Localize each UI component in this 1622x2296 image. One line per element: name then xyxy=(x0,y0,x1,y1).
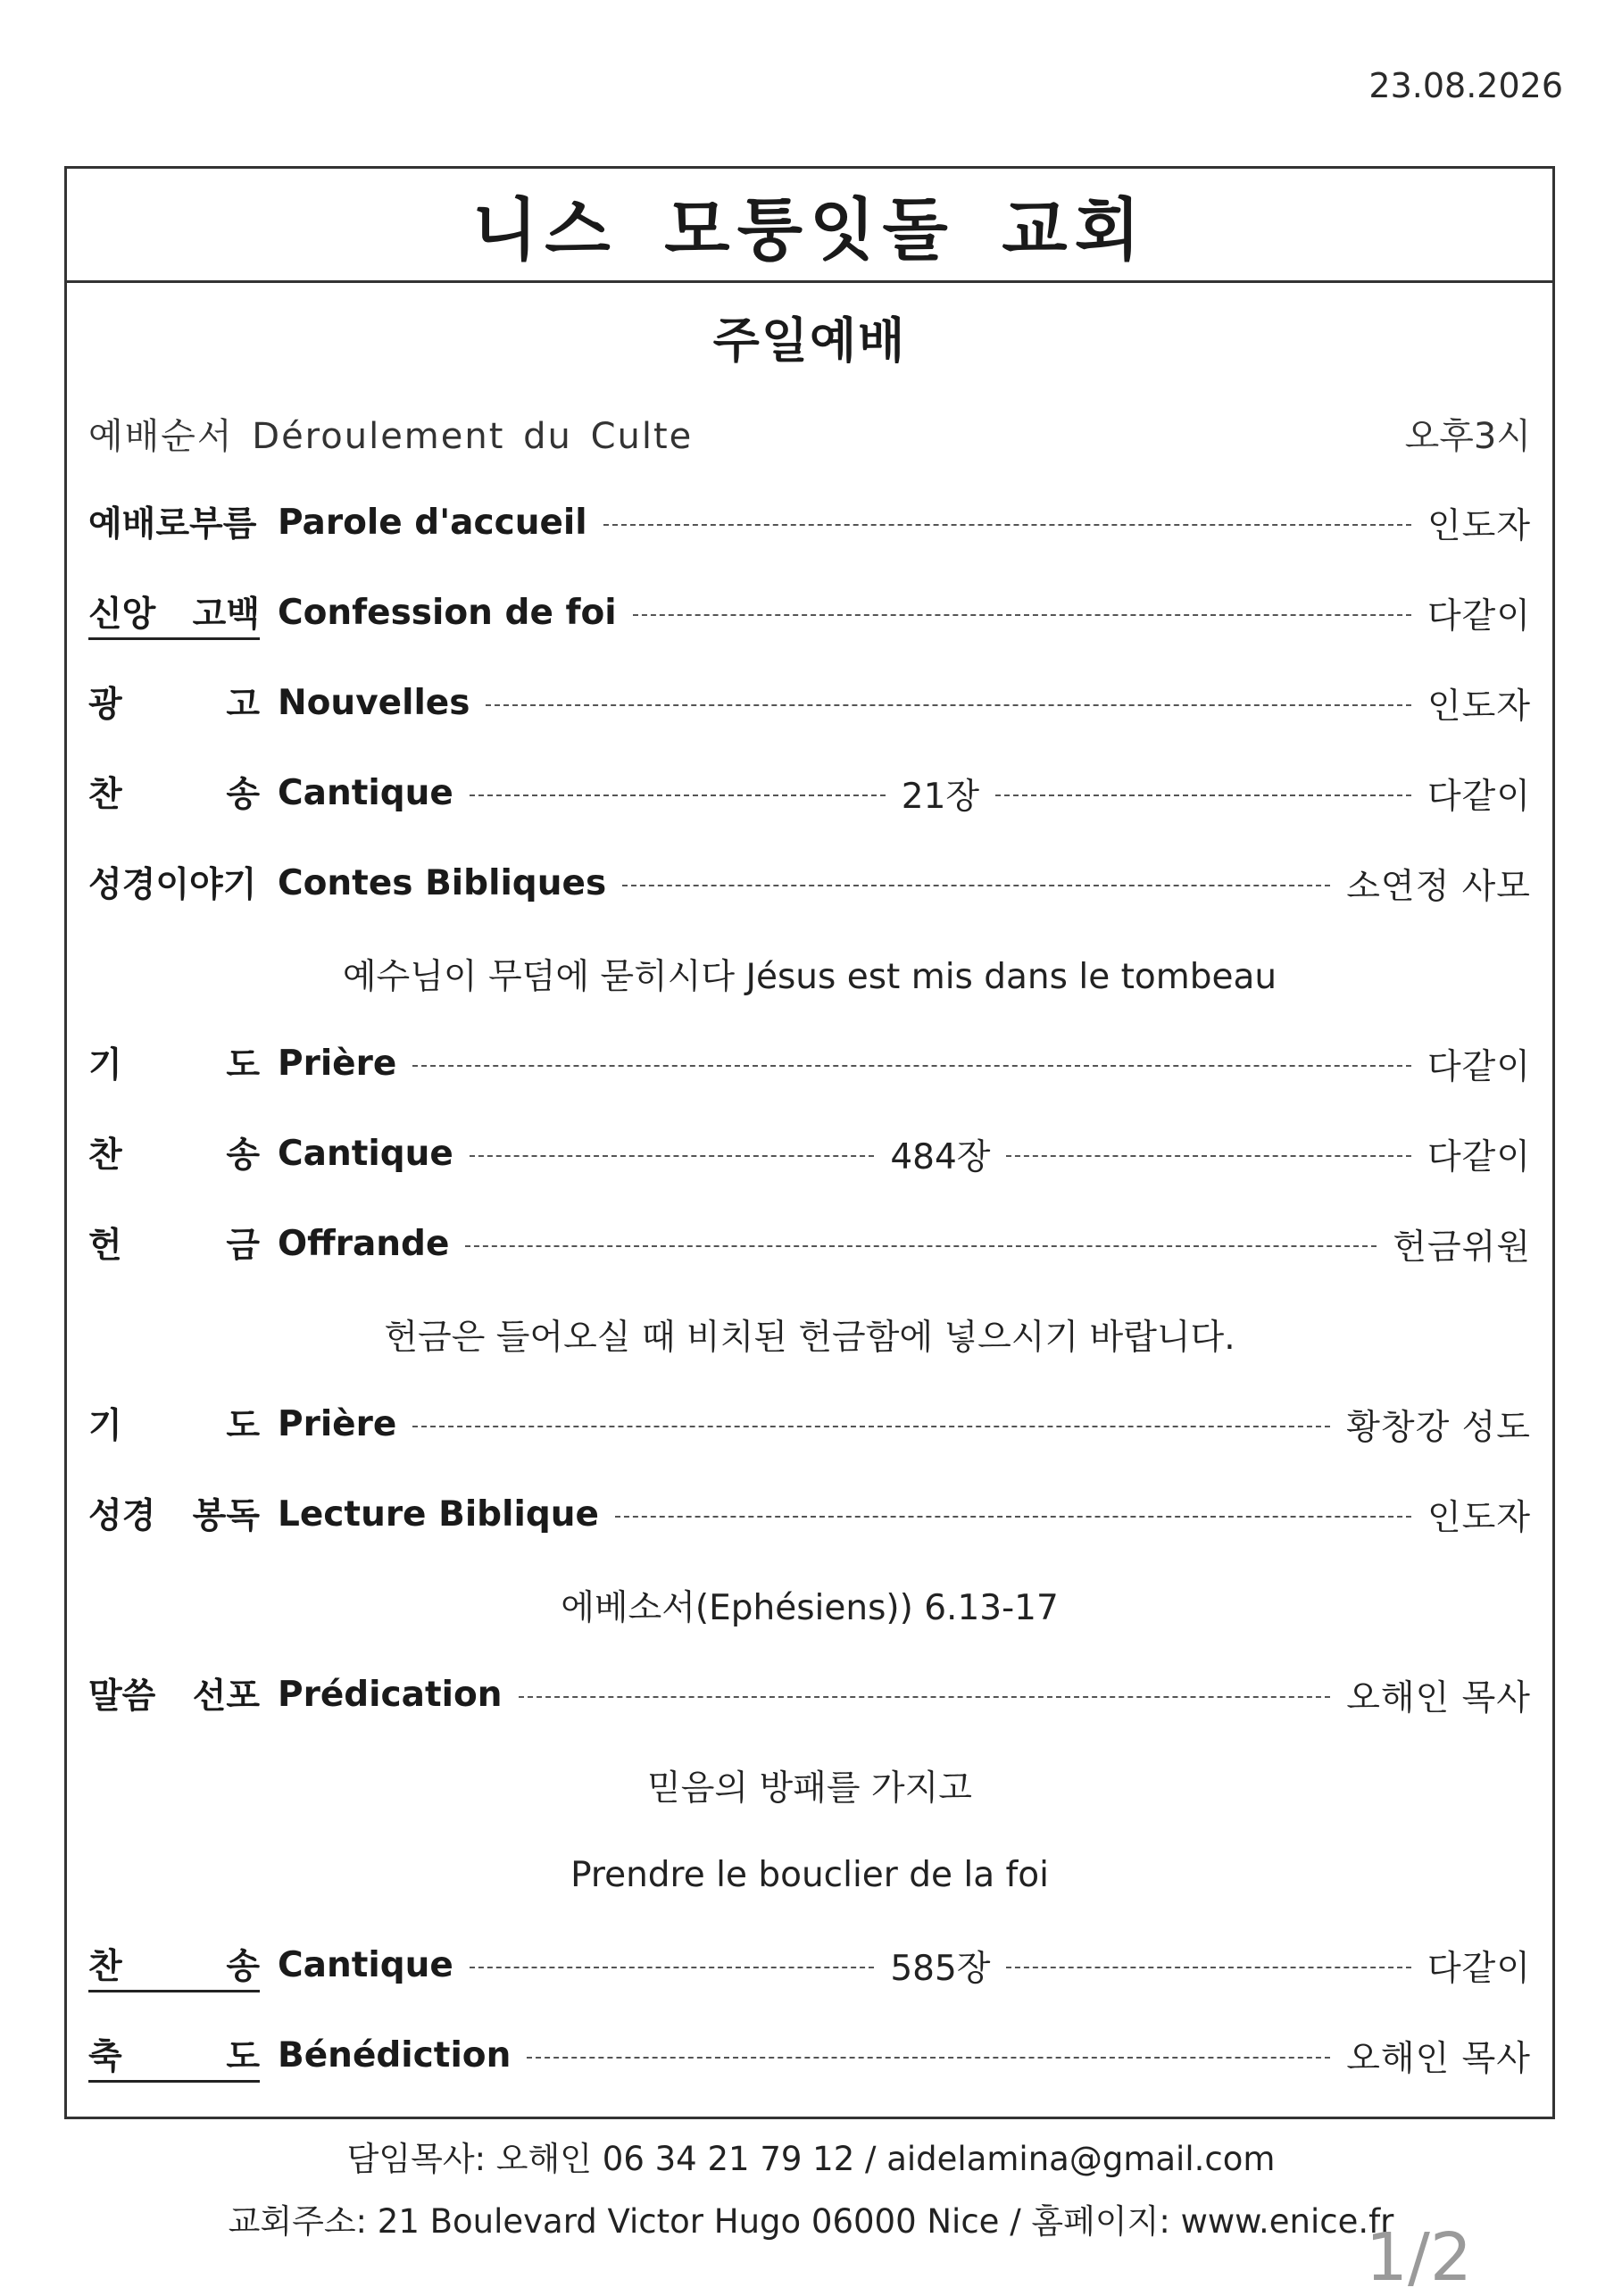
service-item-leader: 인도자 xyxy=(1427,686,1531,727)
leader-dots xyxy=(1006,1155,1411,1157)
bulletin-frame xyxy=(64,166,1555,2119)
service-item-korean-label xyxy=(88,1488,260,1542)
service-item xyxy=(88,658,1531,748)
service-item xyxy=(88,1199,1531,1289)
leader-dots xyxy=(622,885,1330,886)
service-time: 오후3시 xyxy=(1404,416,1531,457)
service-item-french-label: Cantique xyxy=(278,773,453,813)
service-item-french-label: Bénédiction xyxy=(278,2035,512,2076)
service-item-leader: 황창강 성도 xyxy=(1346,1407,1531,1448)
korean-label-part: 기 xyxy=(88,1044,122,1086)
service-item xyxy=(88,1019,1531,1109)
service-note: 헌금은 들어오실 때 비치된 헌금함에 넣으시기 바랍니다. xyxy=(384,1317,1235,1358)
korean-label-part: 광 xyxy=(88,684,122,725)
order-header-title: 예배순서 Déroulement du Culte xyxy=(88,416,694,457)
service-item-korean-label xyxy=(88,496,260,550)
leader-dots xyxy=(465,1245,1377,1247)
service-item-korean-label xyxy=(88,857,260,911)
leader-dots xyxy=(470,794,886,796)
service-item-korean-label xyxy=(88,677,260,730)
service-item xyxy=(88,838,1531,928)
leader-dots xyxy=(470,1967,875,1968)
service-item-leader: 다같이 xyxy=(1427,1136,1532,1177)
service-title: 주일예배 xyxy=(712,312,907,369)
service-item-korean-label xyxy=(88,1218,260,1271)
korean-label-part: 송 xyxy=(226,1946,260,1987)
korean-label-part: 찬 xyxy=(88,1135,122,1176)
service-item-leader: 오해인 목사 xyxy=(1346,1677,1531,1718)
service-item-korean-label xyxy=(88,767,260,820)
service-item-french-label: Prière xyxy=(278,1044,397,1084)
korean-label-part: 송 xyxy=(226,1135,260,1176)
service-item xyxy=(88,1379,1531,1469)
service-item xyxy=(88,2010,1531,2101)
service-item-leader: 오해인 목사 xyxy=(1346,2038,1531,2079)
korean-label-part: 송 xyxy=(226,774,260,815)
korean-label-part: 성경 xyxy=(88,1495,156,1536)
service-item-leader: 다같이 xyxy=(1427,1948,1532,1989)
korean-label-part: 고백 xyxy=(192,594,260,635)
leader-dots xyxy=(486,704,1410,706)
service-item-french-label: Lecture Biblique xyxy=(278,1494,599,1535)
service-note: 예수님이 무덤에 묻히시다 Jésus est mis dans le tombeau xyxy=(342,956,1277,997)
hymn-number: 585장 xyxy=(890,1948,991,1989)
leader-dots xyxy=(470,1155,875,1157)
hymn-number: 484장 xyxy=(890,1136,991,1177)
service-item xyxy=(88,568,1531,658)
service-item-french-label: Offrande xyxy=(278,1224,450,1264)
service-item-korean-label xyxy=(88,1127,260,1181)
service-item xyxy=(88,1109,1531,1199)
korean-label-part: 도 xyxy=(226,1405,260,1446)
service-item-french-label: Prédication xyxy=(278,1675,503,1715)
leader-dots xyxy=(603,524,1411,526)
service-item xyxy=(88,1469,1531,1560)
service-item-leader: 헌금위원 xyxy=(1393,1227,1531,1268)
service-item xyxy=(88,748,1531,838)
service-item-leader: 다같이 xyxy=(1427,1046,1531,1087)
korean-label-part: 성경이야기 xyxy=(88,864,257,905)
service-note: 에베소서(Ephésiens)) 6.13-17 xyxy=(561,1587,1059,1628)
korean-label-part: 찬 xyxy=(88,774,122,815)
service-item-french-label: Nouvelles xyxy=(278,683,470,723)
korean-label-part: 말씀 xyxy=(88,1676,156,1717)
service-item-korean-label xyxy=(88,1398,260,1452)
leader-dots xyxy=(633,614,1411,616)
leader-dots xyxy=(995,794,1411,796)
leader-dots xyxy=(412,1426,1330,1427)
korean-label-part: 선포 xyxy=(192,1676,260,1717)
service-item xyxy=(88,1920,1531,2010)
service-item-korean-label xyxy=(88,2029,260,2083)
footer-pastor-contact: 담임목사: 오해인 06 34 21 79 12 / aidelamina@gmail.com xyxy=(346,2140,1276,2178)
leader-dots xyxy=(527,2057,1330,2059)
korean-label-part: 도 xyxy=(226,1044,260,1086)
service-item-korean-label xyxy=(88,586,260,640)
korean-label-part: 기 xyxy=(88,1405,122,1446)
korean-label-part: 헌 xyxy=(88,1225,122,1266)
page-number: 1/2 xyxy=(1365,2219,1472,2296)
korean-label-part: 신앙 xyxy=(88,594,156,635)
order-header xyxy=(88,408,1531,459)
korean-label-part: 축 xyxy=(88,2036,122,2077)
hymn-number: 21장 xyxy=(901,776,980,817)
service-item-french-label: Parole d'accueil xyxy=(278,503,587,543)
service-item-leader: 다같이 xyxy=(1427,595,1531,636)
korean-label-part: 찬 xyxy=(88,1946,122,1987)
service-item-leader: 인도자 xyxy=(1427,505,1531,546)
korean-label-part: 도 xyxy=(226,2036,260,2077)
korean-label-part: 봉독 xyxy=(192,1495,260,1536)
korean-label-part: 고 xyxy=(226,684,260,725)
service-item-french-label: Contes Bibliques xyxy=(278,863,607,903)
leader-dots xyxy=(615,1516,1411,1518)
leader-dots xyxy=(1006,1967,1411,1968)
service-note: 믿음의 방패를 가지고 xyxy=(647,1768,972,1809)
service-item-french-label: Cantique xyxy=(278,1945,453,1985)
leader-dots xyxy=(412,1065,1411,1067)
service-item-french-label: Prière xyxy=(278,1404,397,1444)
footer-church-address: 교회주소: 21 Boulevard Victor Hugo 06000 Nice / 홈페이지: www.enice.fr xyxy=(228,2202,1394,2241)
korean-label-part: 금 xyxy=(226,1225,260,1266)
korean-label-part: 예배로부름 xyxy=(88,503,257,545)
service-item xyxy=(88,478,1531,568)
service-item-korean-label xyxy=(88,1668,260,1722)
service-note: Prendre le bouclier de la foi xyxy=(570,1855,1049,1895)
service-item-leader: 다같이 xyxy=(1427,776,1532,817)
service-item-french-label: Confession de foi xyxy=(278,593,617,633)
church-name: 니스 모퉁잇돌 교회 xyxy=(67,169,1552,283)
leader-dots xyxy=(519,1696,1331,1698)
service-item-leader: 인도자 xyxy=(1427,1497,1531,1538)
service-item-korean-label xyxy=(88,1939,260,1992)
document-date: 23.08.2026 xyxy=(1368,66,1563,105)
service-item xyxy=(88,1650,1531,1740)
service-item-leader: 소연정 사모 xyxy=(1346,866,1531,907)
service-item-french-label: Cantique xyxy=(278,1134,453,1174)
order-of-service-list xyxy=(88,478,1531,2101)
service-item-korean-label xyxy=(88,1037,260,1091)
